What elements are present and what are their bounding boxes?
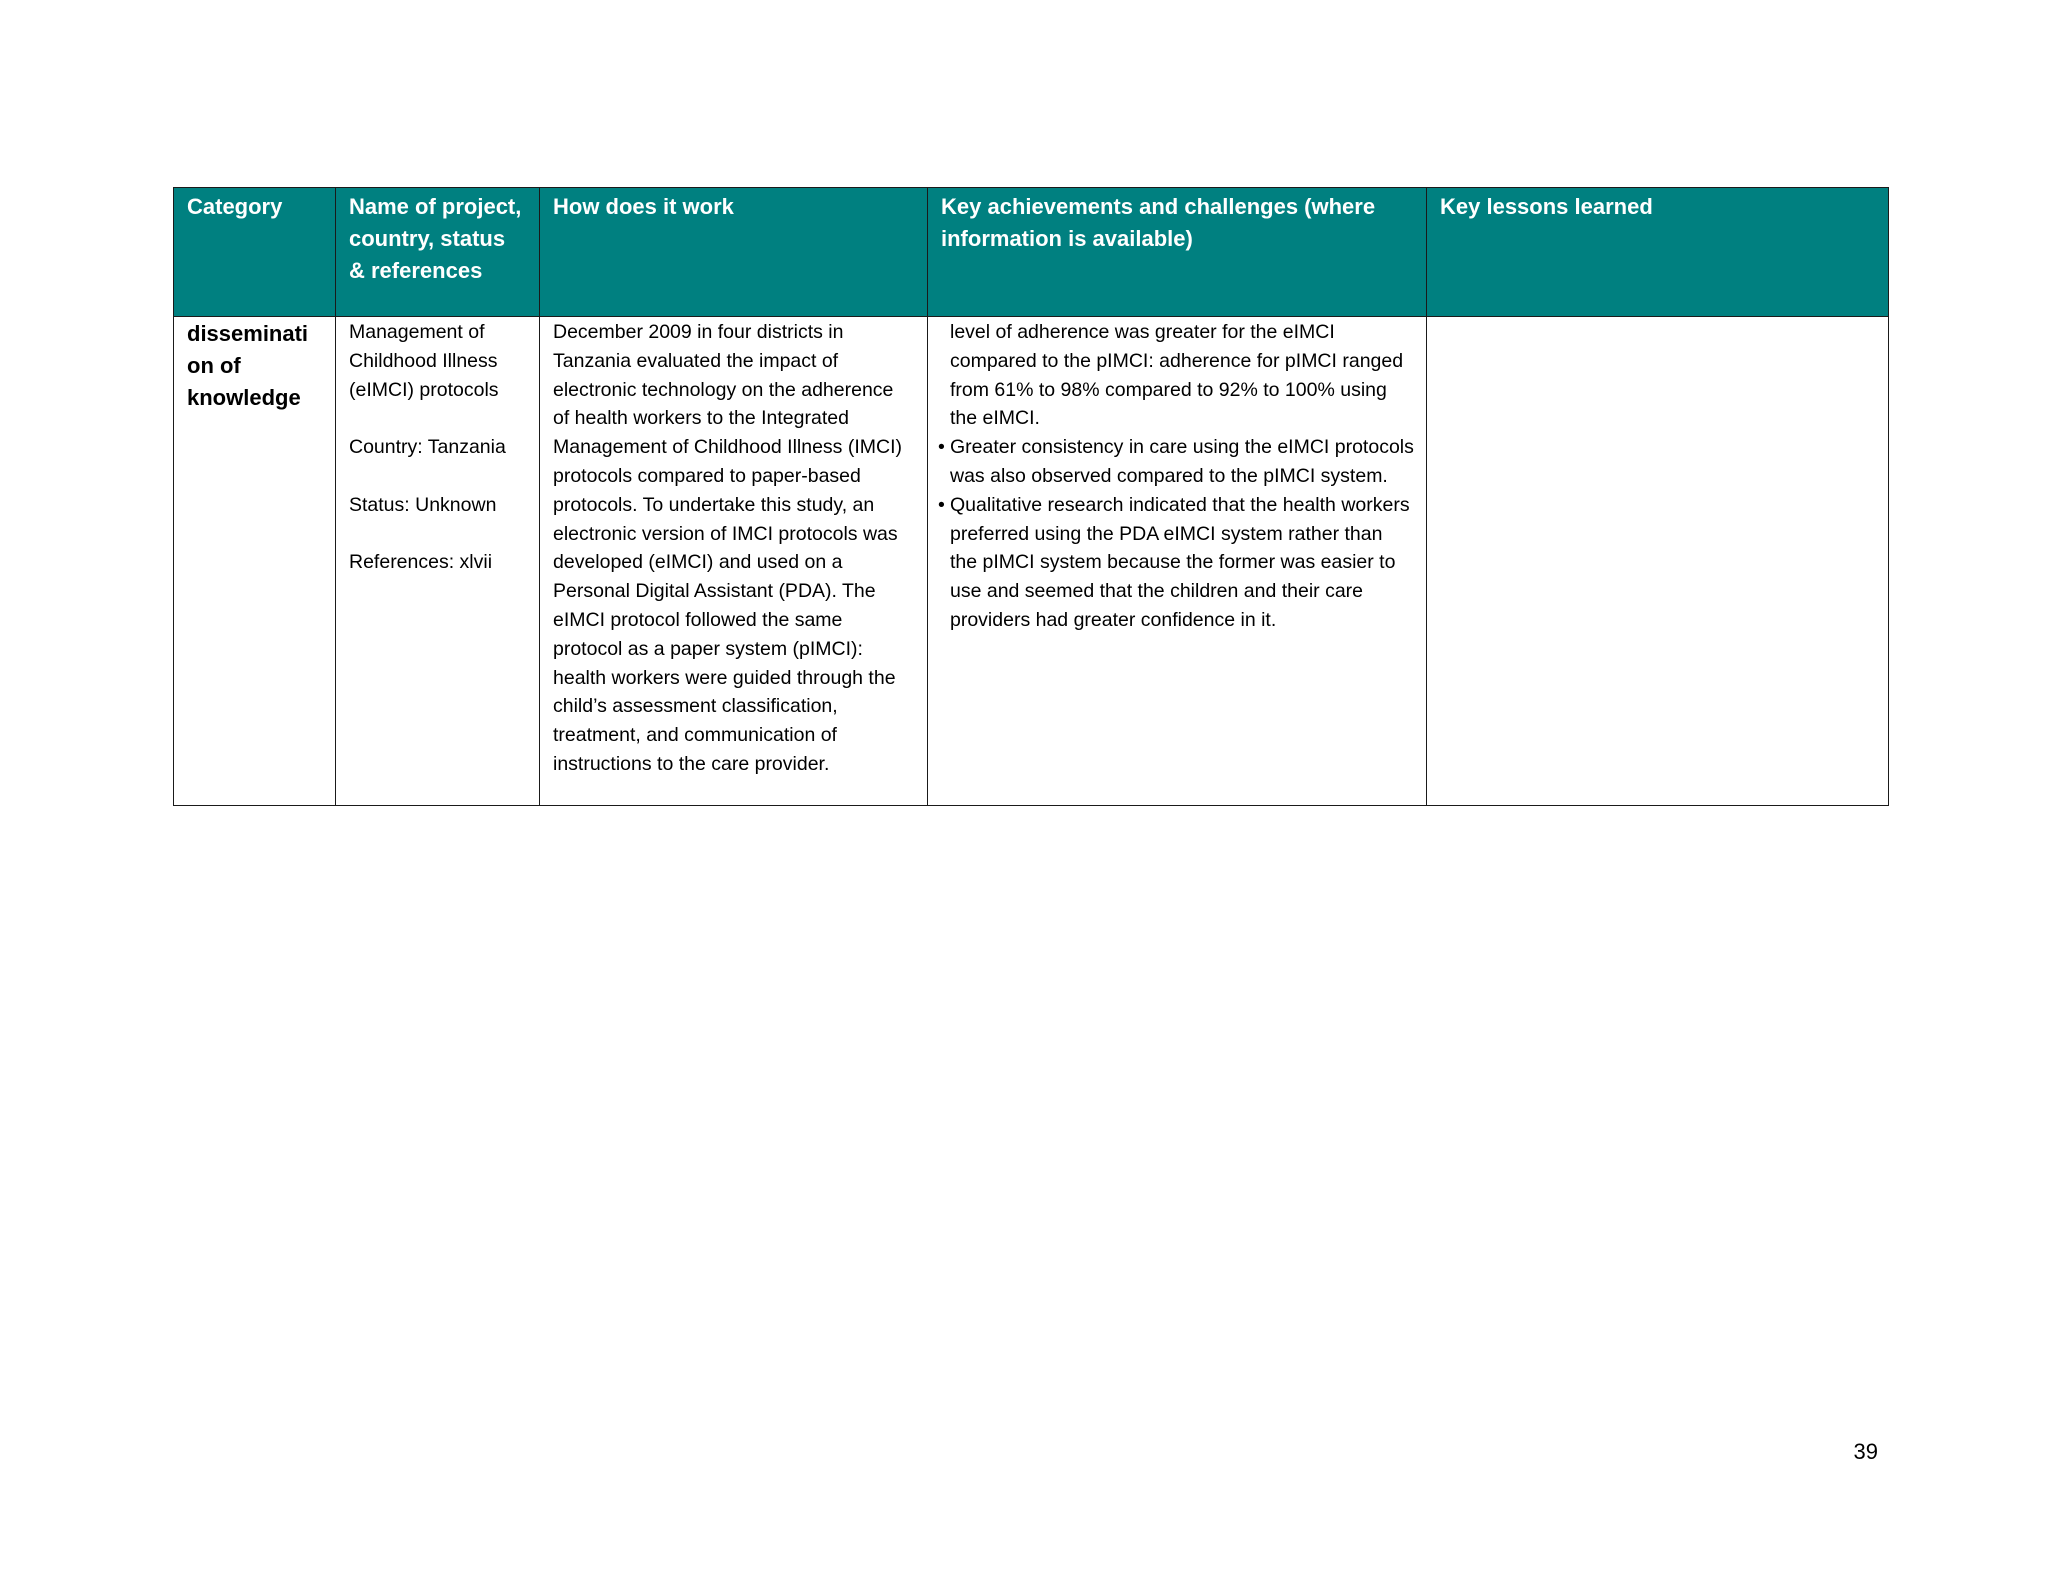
achievement-text: Qualitative research indicated that the health workers preferred using the PDA eIMCI system rather than the pIMCI system because the former was easier to use and seemed that the children and their care providers had greater confidence in it. bbox=[950, 493, 1410, 631]
header-how-it-works: How does it work bbox=[540, 188, 928, 317]
category-line-1: disseminati bbox=[187, 321, 309, 346]
achievements-cell bbox=[928, 317, 1427, 806]
achievements-continued: level of adherence was greater for the eIMCI compared to the pIMCI: adherence for pIMCI ranged from 61% to 98% compared to 92% to 100% using the eIMCI. bbox=[950, 321, 1404, 430]
category-line-3: knowledge bbox=[187, 385, 301, 410]
page-number: 39 bbox=[1853, 1439, 1878, 1464]
category-cell bbox=[174, 317, 336, 806]
category-line-2: on of bbox=[187, 353, 241, 378]
header-key-lessons: Key lessons learned bbox=[1427, 188, 1889, 317]
header-project-name: Name of project, country, status & references bbox=[336, 188, 540, 317]
table-header-row bbox=[174, 188, 1889, 317]
project-name: Management of Childhood Illness (eIMCI) protocols bbox=[349, 321, 499, 401]
achievement-text: Greater consistency in care using the eIMCI protocols was also observed compared to the pIMCI system. bbox=[950, 436, 1414, 487]
how-it-works-cell bbox=[540, 317, 928, 806]
project-table bbox=[173, 187, 1889, 806]
project-references: References: xlvii bbox=[349, 551, 493, 574]
project-status: Status: Unknown bbox=[349, 493, 497, 516]
project-cell bbox=[336, 317, 540, 806]
achievements-list bbox=[938, 433, 1414, 635]
achievement-item bbox=[938, 433, 1414, 491]
header-category: Category bbox=[174, 188, 336, 317]
how-it-works-text: December 2009 in four districts in Tanzania evaluated the impact of electronic technology on the adherence of health workers to the Integrated Management of Childhood Illness (IMCI) protocols compared to paper-based protocols. To undertake this study, an electronic version of IMCI protocols was developed (eIMCI) and used on a Personal Digital Assistant (PDA). The eIMCI protocol followed the same protocol as a paper system (pIMCI): health workers were guided through the child’s assessment classification, treatment, and communication of instructions to the care provider. bbox=[553, 321, 902, 775]
achievement-item bbox=[938, 491, 1414, 635]
header-key-achievements: Key achievements and challenges (where information is available) bbox=[928, 188, 1427, 317]
lessons-learned-cell bbox=[1427, 317, 1889, 806]
bullet-icon: • bbox=[938, 493, 945, 516]
bullet-icon: • bbox=[938, 436, 945, 459]
table-row bbox=[174, 317, 1889, 806]
project-country: Country: Tanzania bbox=[349, 436, 506, 459]
